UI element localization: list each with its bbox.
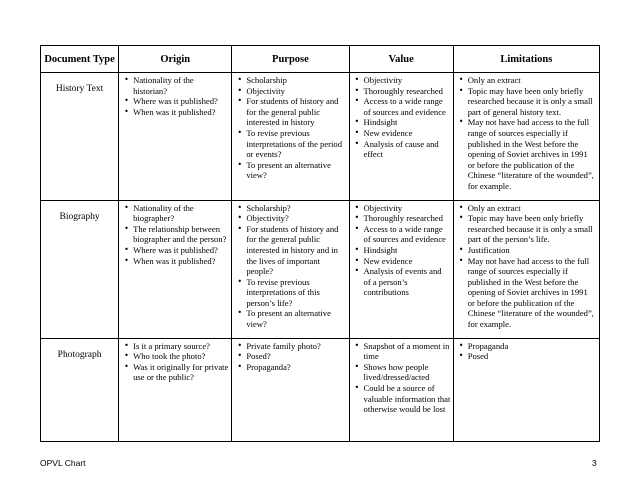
list-item: • Thoroughly researched	[353, 86, 451, 97]
purpose-cell	[232, 200, 349, 338]
list-item: • Objectivity	[353, 203, 451, 214]
list-item: • Where was it published?	[122, 96, 229, 107]
list-item: • Scholarship	[235, 75, 346, 86]
value-cell	[349, 200, 453, 338]
header-document-type: Document Type	[41, 46, 119, 73]
list-item: • Was it originally for private use or the public?	[122, 362, 229, 383]
list-item: • Posed	[457, 351, 597, 362]
list-item: • Hindsight	[353, 117, 451, 128]
list-item: • When was it published?	[122, 256, 229, 267]
opvl-table	[40, 45, 600, 442]
value-list	[353, 75, 451, 160]
list-item: • To revise previous interpretations of this person’s life?	[235, 277, 346, 309]
list-item: • Nationality of the biographer?	[122, 203, 229, 224]
list-item: • Only an extract	[457, 75, 597, 86]
document-type-cell: Photograph	[41, 338, 119, 441]
limitations-list	[457, 75, 597, 192]
list-item: • Is it a primary source?	[122, 341, 229, 352]
list-item: • Objectivity	[353, 75, 451, 86]
origin-cell	[119, 73, 232, 201]
list-item: • Access to a wide range of sources and evidence	[353, 96, 451, 117]
table-row	[41, 200, 600, 338]
list-item: • Could be a source of valuable information that otherwise would be lost	[353, 383, 451, 415]
list-item: • Thoroughly researched	[353, 213, 451, 224]
header-limitations: Limitations	[453, 46, 599, 73]
list-item: • May not have had access to the full range of sources especially if published in the West before the opening of Soviet archives in 1991 or before the publication of the Chinese “literature of the wounded”, for example.	[457, 256, 597, 330]
list-item: • New evidence	[353, 128, 451, 139]
list-item: • Objectivity	[235, 86, 346, 97]
limitations-cell	[453, 200, 599, 338]
list-item: • Topic may have been only briefly researched because it is only a small part of the person’s life.	[457, 213, 597, 245]
list-item: • For students of history and for the general public interested in history and in the lives of important people?	[235, 224, 346, 277]
page-number: 3	[592, 458, 597, 468]
list-item: • Objectivity?	[235, 213, 346, 224]
list-item: • Access to a wide range of sources and evidence	[353, 224, 451, 245]
limitations-cell	[453, 338, 599, 441]
list-item: • Private family photo?	[235, 341, 346, 352]
list-item: • Who took the photo?	[122, 351, 229, 362]
list-item: • New evidence	[353, 256, 451, 267]
header-purpose: Purpose	[232, 46, 349, 73]
value-cell	[349, 338, 453, 441]
table-row	[41, 338, 600, 441]
document-type-cell: History Text	[41, 73, 119, 201]
limitations-list	[457, 341, 597, 362]
origin-cell	[119, 200, 232, 338]
origin-cell	[119, 338, 232, 441]
footer-title: OPVL Chart	[40, 458, 86, 468]
list-item: • To revise previous interpretations of the period or events?	[235, 128, 346, 160]
purpose-list	[235, 75, 346, 181]
header-origin: Origin	[119, 46, 232, 73]
document-type-cell: Biography	[41, 200, 119, 338]
purpose-list	[235, 341, 346, 373]
list-item: • Propaganda?	[235, 362, 346, 373]
list-item: • When was it published?	[122, 107, 229, 118]
origin-list	[122, 203, 229, 267]
limitations-list	[457, 203, 597, 330]
value-cell	[349, 73, 453, 201]
list-item: • Propaganda	[457, 341, 597, 352]
list-item: • Justification	[457, 245, 597, 256]
list-item: • Analysis of cause and effect	[353, 139, 451, 160]
limitations-cell	[453, 73, 599, 201]
list-item: • To present an alternative view?	[235, 160, 346, 181]
table-row	[41, 73, 600, 201]
list-item: • Topic may have been only briefly researched because it is only a small part of general history text.	[457, 86, 597, 118]
list-item: • For students of history and for the general public interested in history	[235, 96, 346, 128]
list-item: • May not have had access to the full range of sources especially if published in the West before the opening of Soviet archives in 1991 or before the publication of the Chinese “literature of the wounded”, for example.	[457, 117, 597, 191]
origin-list	[122, 341, 229, 383]
list-item: • Hindsight	[353, 245, 451, 256]
list-item: • Shows how people lived/dressed/acted	[353, 362, 451, 383]
list-item: • Analysis of events and of a person’s contributions	[353, 266, 451, 298]
list-item: • Snapshot of a moment in time	[353, 341, 451, 362]
list-item: • Nationality of the historian?	[122, 75, 229, 96]
purpose-cell	[232, 73, 349, 201]
purpose-cell	[232, 338, 349, 441]
purpose-list	[235, 203, 346, 330]
list-item: • Posed?	[235, 351, 346, 362]
origin-list	[122, 75, 229, 117]
list-item: • Scholarship?	[235, 203, 346, 214]
value-list	[353, 203, 451, 298]
list-item: • Where was it published?	[122, 245, 229, 256]
header-value: Value	[349, 46, 453, 73]
header-row	[41, 46, 600, 73]
list-item: • The relationship between biographer and the person?	[122, 224, 229, 245]
value-list	[353, 341, 451, 415]
list-item: • Only an extract	[457, 203, 597, 214]
list-item: • To present an alternative view?	[235, 308, 346, 329]
